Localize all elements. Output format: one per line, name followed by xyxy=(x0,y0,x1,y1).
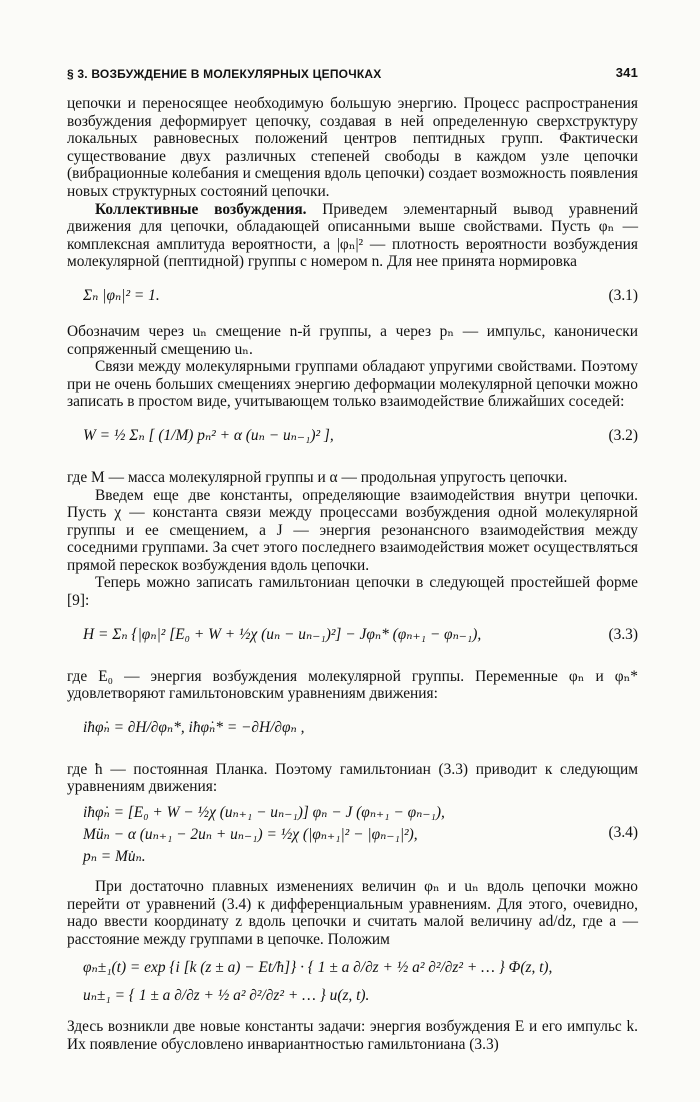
equation-formula: W = ½ Σₙ [ (1/M) pₙ² + α (uₙ − uₙ₋₁)² ], xyxy=(83,426,334,444)
equation-line-2: uₙ±₁ = { 1 ± a ∂/∂z + ½ a² ∂²/∂z² + … } u(z, t). xyxy=(83,987,370,1005)
running-header xyxy=(67,66,638,84)
equation-number: (3.1) xyxy=(608,286,638,304)
paragraph-8: где E₀ — энергия возбуждения молекулярной группы. Переменные φₙ и φₙ* удовлетворяют гамильтоновским уравнениям движения: xyxy=(67,667,638,703)
equation-3-3 xyxy=(67,614,638,664)
paragraph-11: Здесь возникли две новые константы задачи: энергия возбуждения E и его импульс k. Их появление обусловлено инвариантностью гамильтониана (3.3) xyxy=(67,1018,638,1053)
equation-number: (3.2) xyxy=(608,426,638,444)
page-number: 341 xyxy=(615,65,638,80)
equation-line-3: pₙ = Mu̇ₙ. xyxy=(83,848,146,866)
equation-formula: iħφ̇ₙ = ∂H/∂φₙ*, iħφ̇ₙ* = −∂H/∂φₙ , xyxy=(83,718,305,736)
paragraph-1: цепочки и переносящее необходимую большую энергию. Процесс распространения возбуждения деформирует цепочку, создавая в ней определенную сверхструктуру локальных равновесных положений центров пептидных групп. Фактически существование двух различных степеней свободы в каждом узле цепочки (вибрационные колебания и смещения вдоль цепочки) создает возможность появления новых структурных состояний цепочки. xyxy=(67,95,638,200)
section-title: § 3. ВОЗБУЖДЕНИЕ В МОЛЕКУЛЯРНЫХ ЦЕПОЧКАХ xyxy=(67,67,382,81)
subheading: Коллективные возбуждения. xyxy=(95,200,307,218)
paragraph-9: где ħ — постоянная Планка. Поэтому гамильтониан (3.3) приводит к следующим уравнениям движения: xyxy=(67,760,638,796)
paragraph-6: Введем еще две константы, определяющие взаимодействия внутри цепочки. Пусть χ — константа связи между процессами возбуждения одной молекулярной группы и ее смещением, а J — энергия резонансного взаимодействия между соседними группами. За счет этого последнего взаимодействия может осуществляться прямой перескок возбуждения вдоль цепочки. xyxy=(67,486,638,574)
paragraph-7: Теперь можно записать гамильтониан цепочки в следующей простейшей форме [9]: xyxy=(67,574,638,610)
equation-formula: H = Σₙ {|φₙ|² [E₀ + W + ½χ (uₙ − uₙ₋₁)²] − Jφₙ* (φₙ₊₁ − φₙ₋₁), xyxy=(83,625,482,643)
paragraph-5: где M — масса молекулярной группы и α — продольная упругость цепочки. xyxy=(67,468,568,486)
paragraph-2-text: Приведем элементарный вывод уравнений движения для цепочки, обладающей описанными выше свойствами. Пусть φₙ — комплексная амплитуда вероятности, а |φₙ|² — плотность вероятности возбуждения молекулярной (пептидной) группы с номером n. Для нее принята нормировка xyxy=(67,200,638,271)
equation-lines xyxy=(83,954,552,1010)
equation-3-4 xyxy=(67,800,638,874)
paragraph-2 xyxy=(67,201,638,271)
equation-line-1: φₙ±₁(t) = exp {i [k (z ± a) − Et/ħ]} · { 1 ± a ∂/∂z + ½ a² ∂²/∂z² + … } Φ(z, t), xyxy=(83,959,553,977)
equation-line-2: Müₙ − α (uₙ₊₁ − 2uₙ + uₙ₋₁) = ½χ (|φₙ₊₁|² − |φₙ₋₁|²), xyxy=(83,826,418,844)
page-body xyxy=(67,95,638,1054)
paragraph-10: При достаточно плавных изменениях величин φₙ и uₙ вдоль цепочки можно перейти от уравнений (3.4) к дифференциальным уравнениям. Для этого, очевидно, надо ввести координату z вдоль цепочки и считать малой величину ad/dz, где a — расстояние между группами в цепочке. Положим xyxy=(67,878,638,948)
equation-number: (3.4) xyxy=(608,824,638,842)
equation-lines xyxy=(83,802,445,868)
equation-line-1: iħφ̇ₙ = [E₀ + W − ½χ (uₙ₊₁ − uₙ₋₁)] φₙ − J (φₙ₊₁ − φₙ₋₁), xyxy=(83,804,445,822)
paragraph-4: Связи между молекулярными группами обладают упругими свойствами. Поэтому при не очень больших смещениях энергию деформации молекулярной цепочки можно записать в простом виде, учитывающем только взаимодействие ближайших соседей: xyxy=(67,358,638,411)
equation-3-2 xyxy=(67,415,638,465)
equation-3-1 xyxy=(67,275,638,319)
equation-formula: Σₙ |φₙ|² = 1. xyxy=(83,286,160,304)
equation-hamilton xyxy=(67,707,638,757)
equation-expansion xyxy=(67,952,638,1014)
paragraph-3: Обозначим через uₙ смещение n-й группы, а через pₙ — импульс, канонически сопряженный смещению uₙ. xyxy=(67,322,638,358)
equation-number: (3.3) xyxy=(608,625,638,643)
